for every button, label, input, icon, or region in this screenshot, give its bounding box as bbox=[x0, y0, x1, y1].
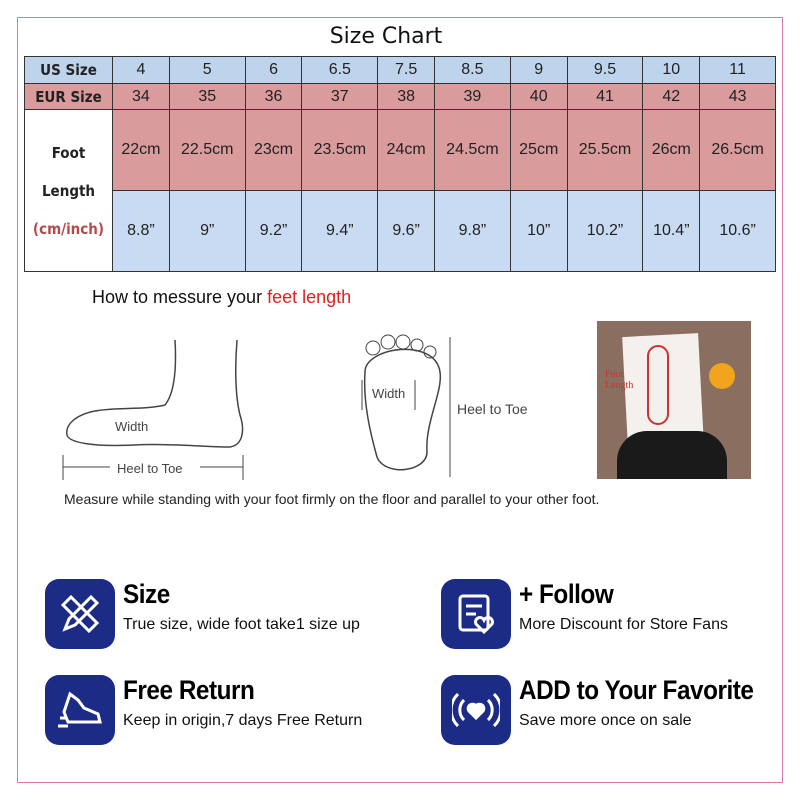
inch-cell: 10.6” bbox=[700, 191, 776, 272]
us-cell: 8.5 bbox=[435, 57, 511, 84]
us-size-row bbox=[25, 57, 776, 84]
side-heel-label: Heel to Toe bbox=[117, 461, 183, 476]
us-cell: 7.5 bbox=[378, 57, 435, 84]
eur-cell: 40 bbox=[510, 83, 567, 110]
cm-cell: 25cm bbox=[510, 110, 567, 191]
cm-cell: 26cm bbox=[643, 110, 700, 191]
feature-text: More Discount for Store Fans bbox=[519, 616, 728, 633]
cm-cell: 26.5cm bbox=[700, 110, 776, 191]
feature-title: ADD to Your Favorite bbox=[519, 675, 754, 705]
us-cell: 4 bbox=[113, 57, 170, 84]
heart-signal-icon bbox=[441, 675, 511, 745]
measure-heading bbox=[92, 287, 351, 308]
heading-highlight: feet length bbox=[267, 287, 352, 307]
top-foot-diagram bbox=[355, 332, 555, 482]
eur-cell: 42 bbox=[643, 83, 700, 110]
us-cell: 9.5 bbox=[567, 57, 643, 84]
top-heel-label: Heel to Toe bbox=[457, 401, 528, 417]
cm-cell: 23.5cm bbox=[302, 110, 378, 191]
feature-title: Free Return bbox=[123, 675, 255, 705]
side-foot-diagram bbox=[55, 335, 255, 485]
eur-cell: 36 bbox=[245, 83, 302, 110]
eur-cell: 34 bbox=[113, 83, 170, 110]
inch-cell: 8.8” bbox=[113, 191, 170, 272]
us-cell: 10 bbox=[643, 57, 700, 84]
side-width-label: Width bbox=[115, 419, 149, 434]
feature-title: + Follow bbox=[519, 579, 614, 609]
inch-row bbox=[25, 191, 776, 272]
feature-text: Save more once on sale bbox=[519, 712, 692, 729]
eur-cell: 38 bbox=[378, 83, 435, 110]
inch-cell: 9.2” bbox=[245, 191, 302, 272]
feature-text: True size, wide foot take1 size up bbox=[123, 616, 360, 633]
foot-length-label bbox=[25, 110, 113, 272]
eur-cell: 35 bbox=[169, 83, 245, 110]
photo-label-foot: Foot bbox=[605, 369, 624, 380]
inch-cell: 10.2” bbox=[567, 191, 643, 272]
eur-cell: 39 bbox=[435, 83, 511, 110]
sneaker-icon bbox=[45, 675, 115, 745]
us-size-label: US Size bbox=[25, 57, 113, 84]
checklist-heart-icon bbox=[441, 579, 511, 649]
inch-cell: 9” bbox=[169, 191, 245, 272]
cm-cell: 23cm bbox=[245, 110, 302, 191]
eur-cell: 43 bbox=[700, 83, 776, 110]
measuring-photo bbox=[597, 321, 751, 479]
feature-size bbox=[45, 579, 360, 649]
length-label: Length bbox=[41, 181, 96, 200]
feature-follow[interactable] bbox=[441, 579, 728, 649]
photo-label-length: Length bbox=[605, 380, 634, 391]
us-cell: 11 bbox=[700, 57, 776, 84]
ruler-pencil-icon bbox=[45, 579, 115, 649]
us-cell: 6 bbox=[245, 57, 302, 84]
inch-cell: 9.8” bbox=[435, 191, 511, 272]
feature-text: Keep in origin,7 days Free Return bbox=[123, 712, 363, 729]
cm-row bbox=[25, 110, 776, 191]
unit-label: (cm/inch) bbox=[32, 219, 105, 238]
us-cell: 6.5 bbox=[302, 57, 378, 84]
cm-cell: 24.5cm bbox=[435, 110, 511, 191]
inch-cell: 9.4” bbox=[302, 191, 378, 272]
us-cell: 9 bbox=[510, 57, 567, 84]
cm-cell: 24cm bbox=[378, 110, 435, 191]
feature-add-favorite[interactable] bbox=[441, 675, 780, 745]
top-width-label: Width bbox=[372, 386, 406, 401]
eur-size-label: EUR Size bbox=[25, 83, 113, 110]
inch-cell: 10” bbox=[510, 191, 567, 272]
cm-cell: 22.5cm bbox=[169, 110, 245, 191]
feature-title: Size bbox=[123, 579, 170, 609]
size-table bbox=[24, 56, 776, 272]
cm-cell: 25.5cm bbox=[567, 110, 643, 191]
measure-note: Measure while standing with your foot firmly on the floor and parallel to your other foot. bbox=[64, 491, 600, 507]
heading-text: How to messure your bbox=[92, 287, 268, 307]
inch-cell: 9.6” bbox=[378, 191, 435, 272]
cm-cell: 22cm bbox=[113, 110, 170, 191]
us-cell: 5 bbox=[169, 57, 245, 84]
eur-cell: 41 bbox=[567, 83, 643, 110]
eur-size-row bbox=[25, 83, 776, 110]
inch-cell: 10.4” bbox=[643, 191, 700, 272]
eur-cell: 37 bbox=[302, 83, 378, 110]
size-chart-title: Size Chart bbox=[329, 24, 443, 49]
feature-free-return bbox=[45, 675, 362, 745]
foot-label: Foot bbox=[51, 143, 86, 162]
